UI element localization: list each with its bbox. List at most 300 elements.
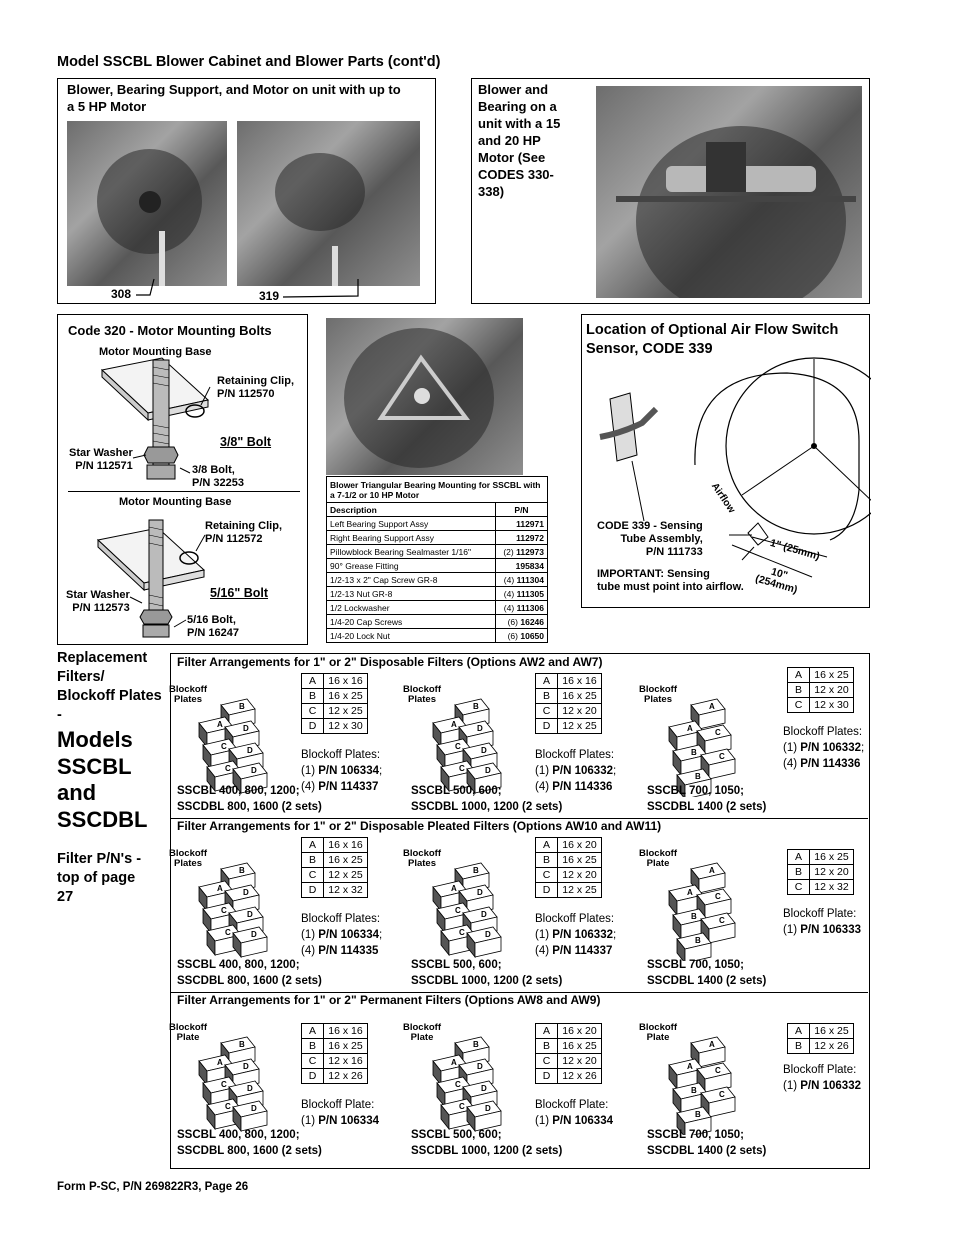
model-list: SSCBL 400, 800, 1200; SSCDBL 800, 1600 (2 sets) bbox=[177, 1129, 322, 1157]
size-value: 12 x 30 bbox=[810, 698, 854, 713]
part-pn: 112972 bbox=[516, 532, 544, 543]
size-row bbox=[536, 689, 602, 704]
blockoff-plates bbox=[535, 1097, 613, 1129]
size-value: 16 x 25 bbox=[558, 689, 602, 704]
svg-text:C: C bbox=[455, 742, 461, 751]
size-letter: C bbox=[536, 1054, 558, 1069]
svg-text:C: C bbox=[221, 1080, 227, 1089]
filter-size-table bbox=[301, 837, 368, 898]
svg-text:A: A bbox=[687, 888, 693, 897]
plate-qty: (4) bbox=[301, 945, 319, 957]
bolt-516-pn: 5/16 Bolt, P/N 16247 bbox=[187, 614, 239, 639]
blockoff-plates-label: Blockoff Plate: bbox=[783, 907, 857, 920]
filter-arrangement-diagram bbox=[181, 697, 291, 797]
size-row bbox=[536, 719, 602, 734]
blockoff-plate-line bbox=[783, 740, 864, 756]
dim-10-inch: 10" (254mm) bbox=[753, 565, 799, 597]
table-row bbox=[327, 545, 548, 559]
plate-qty: (1) bbox=[301, 929, 319, 941]
svg-text:A: A bbox=[687, 724, 693, 733]
size-row bbox=[302, 674, 368, 689]
size-value: 12 x 25 bbox=[324, 868, 368, 883]
size-row bbox=[302, 719, 368, 734]
filter-arrangement-diagram bbox=[651, 861, 761, 961]
blockoff-plates bbox=[783, 906, 861, 938]
svg-text:D: D bbox=[251, 1104, 257, 1113]
star-washer-1: Star Washer P/N 112571 bbox=[69, 447, 133, 472]
size-letter: B bbox=[536, 853, 558, 868]
part-pn: 112973 bbox=[516, 546, 544, 557]
svg-text:D: D bbox=[485, 766, 491, 775]
svg-text:C: C bbox=[455, 1080, 461, 1089]
svg-text:B: B bbox=[239, 866, 245, 875]
model-list: SSCBL 400, 800, 1200; SSCDBL 800, 1600 (2 sets) bbox=[177, 785, 322, 813]
airflow-label: Airflow bbox=[708, 481, 737, 516]
size-letter: D bbox=[536, 1069, 558, 1084]
size-value: 16 x 25 bbox=[558, 1039, 602, 1054]
part-pn: 111304 bbox=[516, 574, 544, 585]
blower-bearing-photo bbox=[596, 86, 862, 298]
part-number bbox=[496, 545, 548, 559]
size-row bbox=[536, 1069, 602, 1084]
size-row bbox=[788, 683, 854, 698]
bearing-table-head-desc: Description bbox=[327, 503, 496, 517]
part-number bbox=[496, 615, 548, 629]
size-letter: A bbox=[302, 674, 324, 689]
size-letter: B bbox=[536, 1039, 558, 1054]
part-description: Left Bearing Support Assy bbox=[327, 517, 496, 531]
filter-arrangement-diagram bbox=[651, 697, 761, 797]
blockoff-plates bbox=[301, 1097, 379, 1129]
svg-text:C: C bbox=[225, 1102, 231, 1111]
part-description: 90° Grease Fitting bbox=[327, 559, 496, 573]
filter-arrangement-diagram bbox=[415, 861, 525, 961]
blockoff-label: Blockoff Plates bbox=[403, 684, 441, 705]
svg-text:B: B bbox=[239, 702, 245, 711]
size-row bbox=[302, 868, 368, 883]
model-list: SSCBL 500, 600; SSCDBL 1000, 1200 (2 sets) bbox=[411, 1129, 563, 1157]
size-letter: A bbox=[536, 674, 558, 689]
svg-text:B: B bbox=[239, 1040, 245, 1049]
svg-text:C: C bbox=[715, 728, 721, 737]
size-row bbox=[536, 868, 602, 883]
svg-text:C: C bbox=[459, 928, 465, 937]
table-row bbox=[327, 517, 548, 531]
bolt-38-pn: 3/8 Bolt, P/N 32253 bbox=[192, 464, 244, 489]
plate-qty: (1) bbox=[783, 741, 801, 754]
svg-text:B: B bbox=[691, 912, 697, 921]
size-letter: B bbox=[788, 865, 810, 880]
blockoff-label: Blockoff Plate bbox=[639, 848, 677, 869]
svg-text:B: B bbox=[691, 748, 697, 757]
panel-small-motor-caption: Blower, Bearing Support, and Motor on unit with up to a 5 HP Motor bbox=[67, 82, 401, 114]
filter-arrangement-diagram bbox=[651, 1035, 761, 1135]
table-row bbox=[327, 601, 548, 615]
plate-qty: (4) bbox=[783, 757, 801, 770]
sidebar-heading: Replacement Filters/ Blockoff Plates - bbox=[57, 650, 162, 723]
table-row bbox=[327, 587, 548, 601]
bolt-diagram bbox=[58, 315, 309, 646]
blockoff-plates-label: Blockoff Plates: bbox=[535, 913, 615, 925]
size-row bbox=[788, 668, 854, 683]
size-letter: C bbox=[536, 704, 558, 719]
model-list: SSCBL 500, 600; SSCDBL 1000, 1200 (2 sets) bbox=[411, 785, 563, 813]
size-letter: A bbox=[302, 1024, 324, 1039]
size-row bbox=[536, 674, 602, 689]
svg-text:D: D bbox=[243, 1062, 249, 1071]
blockoff-plate-line bbox=[301, 927, 382, 943]
bearing-table-head-pn: P/N bbox=[496, 503, 548, 517]
size-letter: A bbox=[788, 1024, 810, 1039]
size-letter: A bbox=[788, 668, 810, 683]
blockoff-plates bbox=[301, 911, 382, 959]
svg-text:C: C bbox=[459, 764, 465, 773]
part-pn: 16246 bbox=[520, 616, 544, 627]
svg-text:A: A bbox=[451, 1058, 457, 1067]
section-title: Filter Arrangements for 1" or 2" Permanent Filters (Options AW8 and AW9) bbox=[177, 993, 601, 1007]
model-list: SSCBL 700, 1050; SSCDBL 1400 (2 sets) bbox=[647, 785, 767, 813]
dim-1-inch: 1" (25mm) bbox=[768, 537, 822, 563]
filter-arrangement-diagram bbox=[415, 697, 525, 797]
section-title: Filter Arrangements for 1" or 2" Disposable Filters (Options AW2 and AW7) bbox=[177, 655, 603, 669]
filter-arrangement-diagram bbox=[415, 1035, 525, 1135]
size-letter: D bbox=[536, 719, 558, 734]
size-letter: B bbox=[536, 689, 558, 704]
size-row bbox=[536, 883, 602, 898]
svg-text:A: A bbox=[451, 720, 457, 729]
part-number bbox=[496, 531, 548, 545]
plate-pn: P/N 106332 bbox=[800, 741, 861, 754]
plate-pn: P/N 106334 bbox=[318, 929, 379, 941]
svg-text:C: C bbox=[455, 906, 461, 915]
bolt-516-title: 5/16" Bolt bbox=[210, 586, 269, 600]
svg-text:A: A bbox=[709, 1040, 715, 1049]
filter-size-table bbox=[787, 849, 854, 895]
filter-size-table bbox=[301, 1023, 368, 1084]
important-note: IMPORTANT: Sensing tube must point into airflow. bbox=[597, 568, 744, 593]
size-value: 12 x 25 bbox=[558, 719, 602, 734]
bearing-table-title: Blower Triangular Bearing Mounting for SSCBL with a 7-1/2 or 10 HP Motor bbox=[327, 477, 548, 503]
part-qty: (6) bbox=[507, 630, 518, 641]
svg-text:C: C bbox=[715, 1066, 721, 1075]
filter-size-table bbox=[535, 837, 602, 898]
size-value: 16 x 16 bbox=[324, 674, 368, 689]
svg-text:D: D bbox=[243, 888, 249, 897]
blockoff-plate-line bbox=[301, 763, 382, 779]
blockoff-plates-label: Blockoff Plates: bbox=[301, 913, 381, 925]
svg-text:A: A bbox=[451, 884, 457, 893]
table-row bbox=[327, 531, 548, 545]
plate-qty: (1) bbox=[301, 765, 319, 777]
filter-arrangements bbox=[170, 653, 870, 1169]
svg-text:C: C bbox=[719, 1090, 725, 1099]
size-row bbox=[788, 865, 854, 880]
retaining-clip-2: Retaining Clip, P/N 112572 bbox=[205, 520, 282, 545]
size-value: 12 x 25 bbox=[324, 704, 368, 719]
size-row bbox=[536, 1024, 602, 1039]
plate-sep: ; bbox=[613, 929, 617, 941]
part-pn: 111305 bbox=[516, 588, 544, 599]
blockoff-plate-line bbox=[535, 927, 616, 943]
size-row bbox=[788, 1039, 854, 1054]
triangular-bearing-photo bbox=[326, 318, 523, 475]
plate-qty: (4) bbox=[535, 945, 553, 957]
size-value: 16 x 25 bbox=[324, 689, 368, 704]
svg-text:D: D bbox=[481, 910, 487, 919]
part-number bbox=[496, 559, 548, 573]
table-row bbox=[327, 573, 548, 587]
plate-qty: (1) bbox=[301, 1115, 319, 1127]
size-letter: C bbox=[536, 868, 558, 883]
size-value: 16 x 25 bbox=[558, 853, 602, 868]
plate-pn: P/N 106334 bbox=[552, 1115, 613, 1127]
part-number bbox=[496, 587, 548, 601]
blockoff-plate-line bbox=[535, 763, 616, 779]
size-row bbox=[302, 1024, 368, 1039]
size-row bbox=[536, 853, 602, 868]
plate-pn: P/N 114335 bbox=[318, 945, 379, 957]
svg-text:B: B bbox=[691, 1086, 697, 1095]
retaining-clip-1: Retaining Clip, P/N 112570 bbox=[217, 375, 294, 400]
blockoff-label: Blockoff Plate bbox=[639, 1022, 677, 1043]
part-description: 1/2-13 Nut GR-8 bbox=[327, 587, 496, 601]
size-row bbox=[536, 704, 602, 719]
size-letter: B bbox=[302, 1039, 324, 1054]
panel-small-motor bbox=[57, 78, 436, 304]
part-number bbox=[496, 573, 548, 587]
filter-size-table bbox=[301, 673, 368, 734]
size-letter: A bbox=[302, 838, 324, 853]
callout-308: 308 bbox=[111, 287, 132, 301]
svg-text:C: C bbox=[225, 928, 231, 937]
table-row bbox=[327, 629, 548, 643]
svg-text:D: D bbox=[485, 930, 491, 939]
plate-qty: (1) bbox=[535, 1115, 553, 1127]
filter-section bbox=[171, 995, 868, 1165]
part-description: 1/4-20 Lock Nut bbox=[327, 629, 496, 643]
filter-size-table bbox=[535, 1023, 602, 1084]
plate-sep: ; bbox=[379, 765, 383, 777]
callout-319: 319 bbox=[259, 289, 280, 303]
blockoff-plates-label: Blockoff Plate: bbox=[535, 1099, 609, 1111]
blockoff-plates-label: Blockoff Plates: bbox=[535, 749, 615, 761]
svg-text:A: A bbox=[687, 1062, 693, 1071]
filter-pn-note: Filter P/N's - top of page 27 bbox=[57, 851, 142, 905]
blockoff-plates bbox=[783, 1062, 861, 1094]
blockoff-plates-label: Blockoff Plate: bbox=[783, 1064, 857, 1076]
part-qty: (2) bbox=[503, 546, 514, 557]
blockoff-plates-label: Blockoff Plates: bbox=[783, 725, 863, 738]
part-qty: (4) bbox=[503, 574, 515, 585]
svg-text:C: C bbox=[221, 906, 227, 915]
plate-qty: (1) bbox=[535, 929, 553, 941]
model-list: SSCBL 700, 1050; SSCDBL 1400 (2 sets) bbox=[647, 959, 767, 987]
size-value: 12 x 30 bbox=[324, 719, 368, 734]
svg-text:C: C bbox=[719, 916, 725, 925]
blockoff-plates bbox=[783, 724, 864, 772]
section-title: Filter Arrangements for 1" or 2" Disposable Pleated Filters (Options AW10 and AW11) bbox=[177, 819, 662, 833]
size-value: 16 x 16 bbox=[324, 1024, 368, 1039]
size-letter: B bbox=[302, 853, 324, 868]
part-description: 1/4-20 Cap Screws bbox=[327, 615, 496, 629]
blockoff-plate-line bbox=[783, 1078, 861, 1094]
svg-text:D: D bbox=[481, 746, 487, 755]
blockoff-label: Blockoff Plates bbox=[639, 684, 677, 705]
plate-sep: ; bbox=[613, 765, 617, 777]
size-row bbox=[788, 1024, 854, 1039]
svg-text:D: D bbox=[481, 1084, 487, 1093]
plate-sep: ; bbox=[861, 741, 865, 754]
bolt-38-title: 3/8" Bolt bbox=[220, 435, 272, 449]
page-footer: Form P-SC, P/N 269822R3, Page 26 bbox=[57, 1181, 249, 1193]
svg-text:C: C bbox=[225, 764, 231, 773]
size-letter: C bbox=[302, 1054, 324, 1069]
plate-pn: P/N 106333 bbox=[800, 923, 861, 936]
page-title: Model SSCBL Blower Cabinet and Blower Parts (cont'd) bbox=[57, 54, 441, 70]
size-value: 16 x 25 bbox=[810, 1024, 854, 1039]
panel-large-motor bbox=[471, 78, 870, 304]
size-value: 16 x 25 bbox=[324, 1039, 368, 1054]
size-value: 12 x 20 bbox=[810, 683, 854, 698]
svg-text:B: B bbox=[695, 1110, 701, 1119]
size-letter: B bbox=[302, 689, 324, 704]
size-value: 12 x 20 bbox=[558, 1054, 602, 1069]
size-letter: A bbox=[536, 838, 558, 853]
blockoff-plate-line bbox=[783, 922, 861, 938]
size-value: 16 x 16 bbox=[324, 838, 368, 853]
plate-pn: P/N 114336 bbox=[552, 781, 613, 793]
part-description: Pillowblock Bearing Sealmaster 1/16" bbox=[327, 545, 496, 559]
sensing-tube-label: CODE 339 - Sensing Tube Assembly, P/N 111733 bbox=[597, 520, 703, 558]
part-number bbox=[496, 629, 548, 643]
size-value: 16 x 25 bbox=[324, 853, 368, 868]
part-qty: (4) bbox=[503, 588, 515, 599]
size-letter: A bbox=[536, 1024, 558, 1039]
filter-size-table bbox=[535, 673, 602, 734]
size-row bbox=[302, 1054, 368, 1069]
part-qty: (4) bbox=[503, 602, 515, 613]
size-value: 12 x 20 bbox=[558, 868, 602, 883]
part-description: 1/2-13 x 2" Cap Screw GR-8 bbox=[327, 573, 496, 587]
size-letter: D bbox=[536, 883, 558, 898]
svg-text:D: D bbox=[477, 888, 483, 897]
size-letter: D bbox=[302, 1069, 324, 1084]
base-label-1: Motor Mounting Base bbox=[99, 346, 212, 358]
model-list: SSCBL 700, 1050; SSCDBL 1400 (2 sets) bbox=[647, 1129, 767, 1157]
size-value: 16 x 25 bbox=[810, 668, 854, 683]
base-label-2: Motor Mounting Base bbox=[119, 496, 232, 508]
size-value: 12 x 25 bbox=[558, 883, 602, 898]
size-letter: C bbox=[302, 868, 324, 883]
part-pn: 10650 bbox=[520, 630, 544, 641]
size-letter: C bbox=[788, 880, 810, 895]
plate-pn: P/N 114337 bbox=[318, 781, 379, 793]
svg-text:C: C bbox=[459, 1102, 465, 1111]
svg-text:C: C bbox=[719, 752, 725, 761]
size-row bbox=[788, 698, 854, 713]
size-row bbox=[536, 1054, 602, 1069]
plate-sep: ; bbox=[379, 929, 383, 941]
filter-size-table bbox=[787, 1023, 854, 1054]
plate-pn: P/N 106332 bbox=[552, 765, 613, 777]
svg-text:A: A bbox=[217, 720, 223, 729]
part-pn: 111306 bbox=[516, 602, 544, 613]
blockoff-label: Blockoff Plate bbox=[169, 1022, 207, 1043]
size-letter: C bbox=[302, 704, 324, 719]
size-row bbox=[536, 1039, 602, 1054]
part-qty: (6) bbox=[507, 616, 518, 627]
svg-text:A: A bbox=[709, 702, 715, 711]
table-row bbox=[327, 615, 548, 629]
panel-large-motor-caption: Blower and Bearing on a unit with a 15 and 20 HP Motor (See CODES 330-338) bbox=[478, 82, 561, 199]
size-value: 16 x 25 bbox=[810, 850, 854, 865]
airflow-diagram bbox=[582, 315, 871, 609]
svg-text:B: B bbox=[473, 702, 479, 711]
plate-pn: P/N 106332 bbox=[800, 1080, 861, 1092]
filter-arrangement-diagram bbox=[181, 1035, 291, 1135]
svg-text:A: A bbox=[709, 866, 715, 875]
svg-text:D: D bbox=[485, 1104, 491, 1113]
size-value: 12 x 32 bbox=[324, 883, 368, 898]
part-number bbox=[496, 517, 548, 531]
size-value: 12 x 26 bbox=[810, 1039, 854, 1054]
part-number bbox=[496, 601, 548, 615]
size-row bbox=[302, 704, 368, 719]
size-row bbox=[788, 850, 854, 865]
size-row bbox=[302, 853, 368, 868]
plate-pn: P/N 106334 bbox=[318, 1115, 379, 1127]
size-row bbox=[302, 838, 368, 853]
sidebar-models: Models SSCBL and SSCDBL bbox=[57, 727, 148, 832]
blockoff-label: Blockoff Plates bbox=[169, 684, 207, 705]
plate-qty: (4) bbox=[301, 781, 319, 793]
mounting-bolts-title: Code 320 - Motor Mounting Bolts bbox=[68, 323, 272, 338]
svg-text:B: B bbox=[695, 772, 701, 781]
star-washer-2: Star Washer P/N 112573 bbox=[66, 589, 130, 614]
size-letter: D bbox=[302, 719, 324, 734]
plate-qty: (1) bbox=[783, 1080, 801, 1092]
part-pn: 195834 bbox=[515, 560, 544, 571]
model-list: SSCBL 500, 600; SSCDBL 1000, 1200 (2 sets) bbox=[411, 959, 563, 987]
svg-text:C: C bbox=[715, 892, 721, 901]
plate-pn: P/N 114336 bbox=[800, 757, 861, 770]
blockoff-plates-label: Blockoff Plates: bbox=[301, 749, 381, 761]
filter-section bbox=[171, 821, 868, 995]
blockoff-label: Blockoff Plates bbox=[403, 848, 441, 869]
svg-text:B: B bbox=[473, 866, 479, 875]
size-value: 12 x 26 bbox=[558, 1069, 602, 1084]
size-value: 12 x 32 bbox=[810, 880, 854, 895]
size-letter: A bbox=[788, 850, 810, 865]
blockoff-plates bbox=[535, 911, 616, 959]
size-letter: D bbox=[302, 883, 324, 898]
blockoff-label: Blockoff Plate bbox=[403, 1022, 441, 1043]
filter-arrangement-diagram bbox=[181, 861, 291, 961]
part-pn: 112971 bbox=[516, 518, 544, 529]
size-letter: B bbox=[788, 1039, 810, 1054]
airflow-sensor-title: Location of Optional Air Flow Switch Sensor, CODE 339 bbox=[586, 322, 839, 357]
plate-pn: P/N 114337 bbox=[552, 945, 613, 957]
size-value: 16 x 20 bbox=[558, 838, 602, 853]
part-description: Right Bearing Support Assy bbox=[327, 531, 496, 545]
size-value: 16 x 16 bbox=[558, 674, 602, 689]
size-row bbox=[302, 883, 368, 898]
svg-text:A: A bbox=[217, 1058, 223, 1067]
plate-qty: (1) bbox=[783, 923, 801, 936]
filter-section bbox=[171, 657, 868, 821]
size-row bbox=[536, 838, 602, 853]
svg-text:B: B bbox=[473, 1040, 479, 1049]
